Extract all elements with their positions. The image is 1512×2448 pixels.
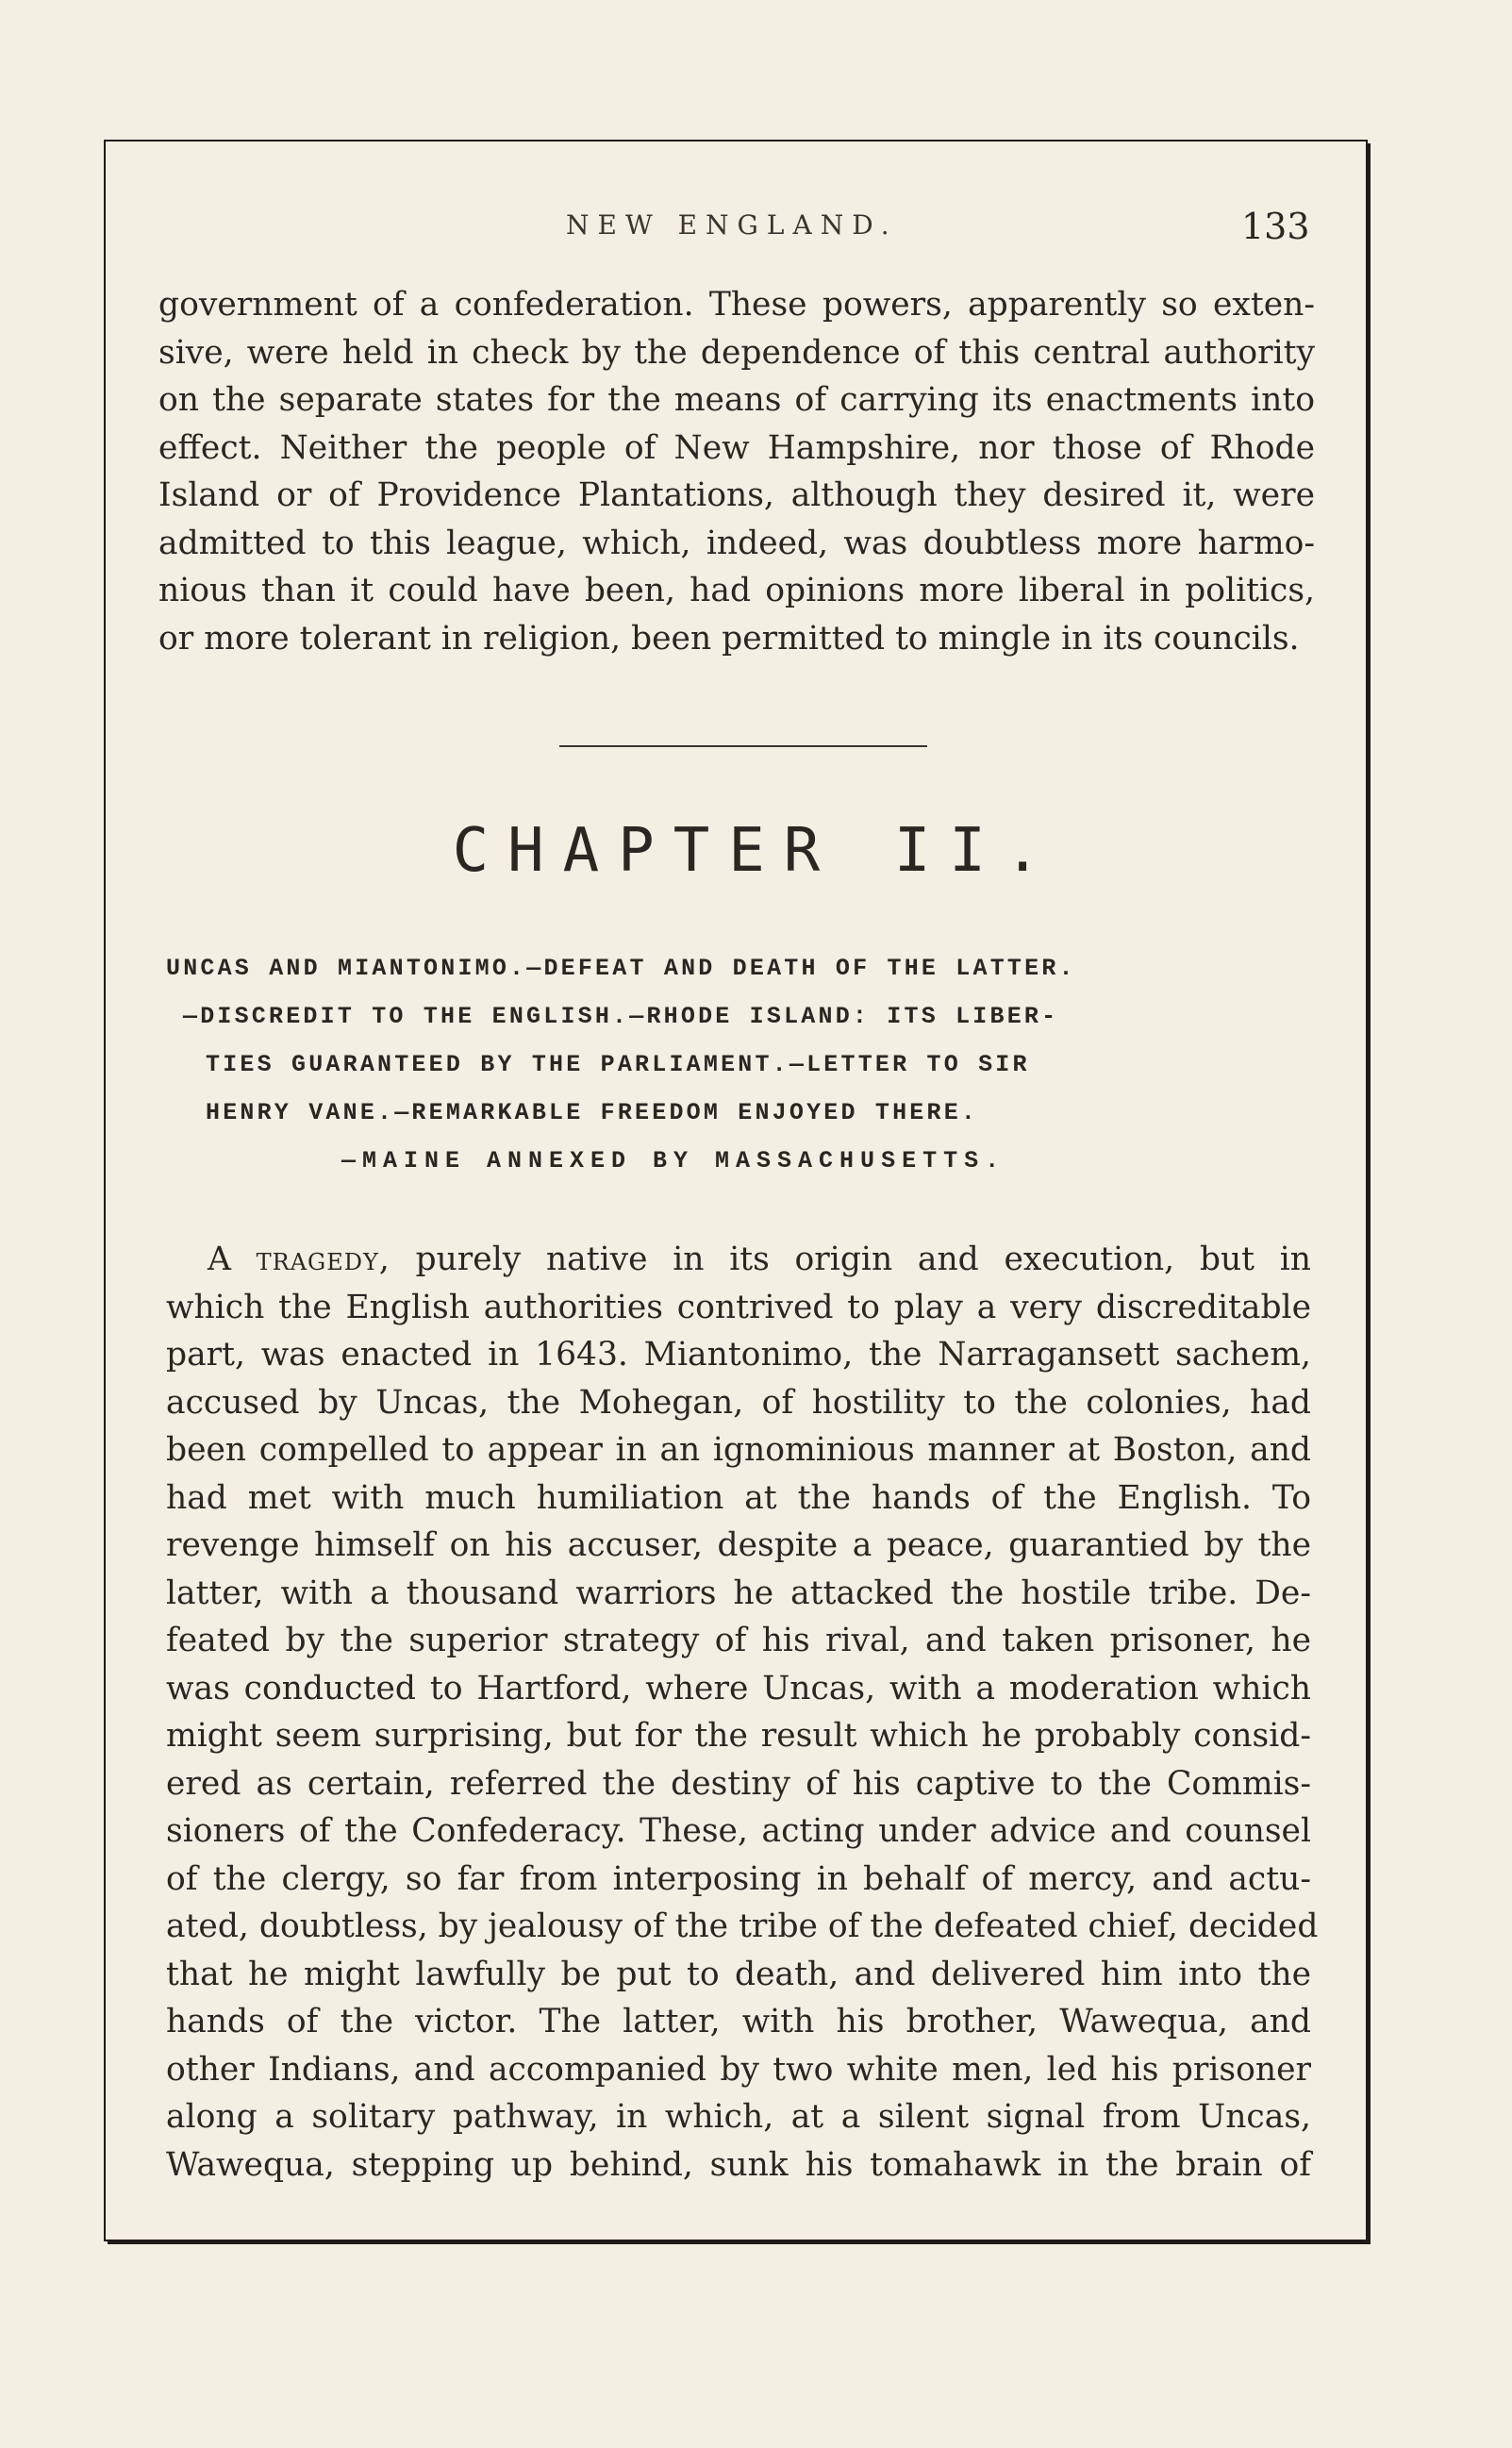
chapter-title: CHAPTER II.	[452, 816, 1060, 886]
text-line: or more tolerant in religion, been permitted to mingle in its councils.	[158, 619, 1300, 658]
text-line: other Indians, and accompanied by two white men, led his prisoner	[166, 2050, 1311, 2089]
summary-line: UNCAS AND MIANTONIMO.—DEFEAT AND DEATH OF THE LATTER.	[166, 955, 1076, 982]
running-head: NEW ENGLAND.	[566, 209, 898, 241]
text-line: accused by Uncas, the Mohegan, of hostility to the colonies, had	[166, 1383, 1311, 1422]
text-line: effect. Neither the people of New Hampshire, nor those of Rhode	[158, 428, 1315, 467]
opening-capital: A	[208, 1241, 231, 1278]
summary-line: —MAINE ANNEXED BY MASSACHUSETTS.	[341, 1147, 1006, 1174]
summary-line: —DISCREDIT TO THE ENGLISH.—RHODE ISLAND: ITS LIBER-	[183, 1003, 1059, 1030]
page-number: 133	[1241, 206, 1310, 247]
text-line: government of a confederation. These powers, apparently so exten-	[158, 286, 1315, 324]
text-line: had met with much humiliation at the hands of the English. To	[166, 1478, 1311, 1517]
text-line: might seem surprising, but for the result which he probably consid-	[166, 1717, 1311, 1755]
text-line: sive, were held in check by the dependence of this central authority	[158, 333, 1315, 372]
text-line: been compelled to appear in an ignominious manner at Boston, and	[166, 1431, 1311, 1469]
text-line: ered as certain, referred the destiny of his captive to the Commis-	[166, 1764, 1311, 1803]
summary-line: TIES GUARANTEED BY THE PARLIAMENT.—LETTER TO SIR	[206, 1051, 1030, 1078]
text-line: admitted to this league, which, indeed, was doubtless more harmo-	[158, 524, 1315, 562]
text-line: feated by the superior strategy of his rival, and taken prisoner, he	[166, 1622, 1311, 1659]
text-line: hands of the victor. The latter, with his brother, Wawequa, and	[166, 2003, 1311, 2040]
text-line	[166, 1236, 1311, 1284]
text-line: was conducted to Hartford, where Uncas, with a moderation which	[166, 1669, 1311, 1707]
body-paragraph	[166, 1236, 1319, 2189]
top-paragraph	[158, 281, 1315, 662]
text-line: that he might lawfully be put to death, and delivered him into the	[166, 1955, 1311, 1993]
text-line: latter, with a thousand warriors he attacked the hostile tribe. De-	[166, 1574, 1311, 1612]
text-line: Island or of Providence Plantations, although they desired it, were	[158, 476, 1315, 514]
chapter-divider-rule	[559, 745, 927, 747]
summary-line: HENRY VANE.—REMARKABLE FREEDOM ENJOYED THERE.	[206, 1099, 979, 1126]
text-line: of the clergy, so far from interposing in behalf of mercy, and actu-	[166, 1859, 1311, 1898]
text-line: sioners of the Confederacy. These, acting under advice and counsel	[166, 1812, 1311, 1850]
text-line: which the English authorities contrived to play a very discreditable	[166, 1288, 1311, 1326]
text-line: ated, doubtless, by jealousy of the tribe of the defeated chief, decided	[166, 1907, 1319, 1945]
first-line-rest: purely native in its origin and execution, but in	[390, 1241, 1311, 1278]
text-line: revenge himself on his accuser, despite a peace, guarantied by the	[166, 1526, 1311, 1564]
text-line: nious than it could have been, had opinions more liberal in politics,	[158, 572, 1315, 609]
chapter-summary	[166, 944, 1311, 1185]
opening-small-caps: tragedy,	[256, 1241, 390, 1278]
text-line: part, was enacted in 1643. Miantonimo, the Narragansett sachem,	[166, 1336, 1311, 1374]
text-line: Wawequa, stepping up behind, sunk his tomahawk in the brain of	[166, 2145, 1311, 2184]
text-line: on the separate states for the means of carrying its enactments into	[158, 381, 1315, 419]
text-line: along a solitary pathway, in which, at a silent signal from Uncas,	[166, 2098, 1311, 2136]
